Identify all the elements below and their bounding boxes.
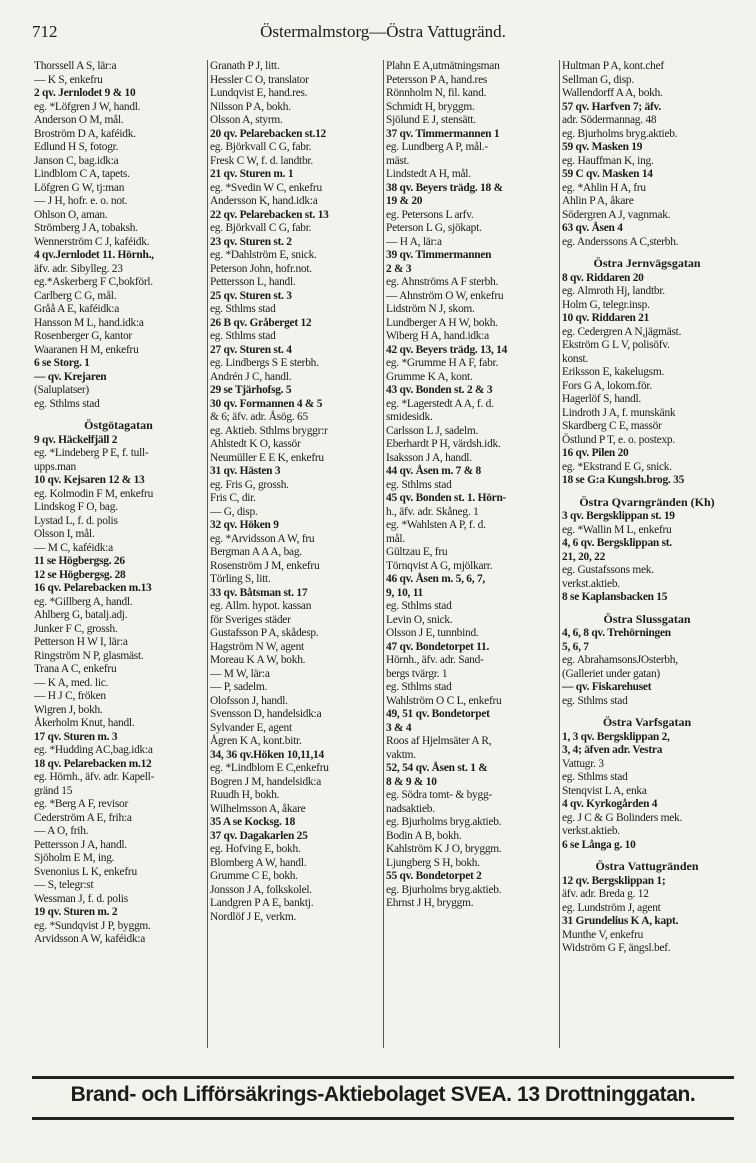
directory-entry: Lundberger A H W, bokh. [386,316,498,329]
directory-entry: & 6; äfv. adr. Åsög. 65 [210,411,308,423]
directory-entry: gränd 15 [34,784,73,797]
directory-entry: 8 qv. Riddaren 20 [562,271,644,284]
directory-entry: Wilhelmsson A, åkare [210,802,306,815]
directory-entry: Östgötagatan [84,418,153,432]
directory-entry: Östra Varfsgatan [602,715,692,729]
directory-entry: — G, disp. [210,505,258,518]
directory-entry: eg. *Dahlström E, snick. [210,249,317,261]
directory-entry: mäst. [386,154,410,167]
directory-entry: — H J C, fröken [34,690,106,702]
directory-entry: Sjölund E J, stensätt. [386,114,476,126]
directory-entry: Granath P J, litt. [210,60,280,72]
directory-entry: eg. Gustafssons mek. [562,564,654,576]
directory-entry: Edlund H S, fotogr. [34,141,119,153]
directory-entry: Lindskog F O, bag. [34,501,118,513]
directory-entry: eg. Sthlms stad [386,478,452,491]
directory-entry: Lundqvist E, hand.res. [210,87,308,99]
directory-entry: 30 qv. Formannen 4 & 5 [210,397,323,410]
directory-entry: eg. Björkvall C G, fabr. [210,141,312,153]
directory-entry: Södergren A J, vagnmak. [562,208,671,221]
directory-entry: 8 se Kaplansbacken 15 [562,591,668,603]
directory-entry: 55 qv. Bondetorpet 2 [386,870,482,882]
directory-entry: 4, 6, 8 qv. Trehörningen [562,627,671,639]
directory-entry: 44 qv. Åsen m. 7 & 8 [386,465,481,477]
directory-entry: Arvidsson A W, kaféidk:a [34,933,146,945]
directory-entry: Ljungberg S H, bokh. [386,856,480,869]
directory-entry: 43 qv. Bonden st. 2 & 3 [386,384,493,396]
directory-entry: 46 qv. Åsen m. 5, 6, 7, [386,573,485,585]
directory-entry: eg. Hauffman K, ing. [562,154,654,167]
directory-entry: eg. *Hudding AC,bag.idk:a [34,744,153,756]
directory-entry: Törnqvist A G, mjölkarr. [386,559,493,572]
directory-column-4 [560,60,736,1048]
directory-entry: Ågren K A, kont.bitr. [210,735,302,747]
directory-entry: eg. Bjurholms bryg.aktieb. [386,883,502,896]
directory-entry: Peterson John, hofr.not. [210,262,312,275]
directory-entry: 47 qv. Bondetorpet 11. [386,640,490,653]
directory-entry: 34, 36 qv.Höken 10,11,14 [210,748,324,761]
directory-entry: Broström D A, kaféidk. [34,127,136,140]
directory-entry: Wigren J, bokh. [34,703,103,716]
directory-entry: Hultman P A, kont.chef [562,60,664,72]
directory-entry: eg. Lundström J, agent [562,901,661,914]
directory-entry: Neumüller E E K, enkefru [210,451,324,464]
directory-entry: vaktm. [386,748,416,761]
directory-entry: 18 qv. Pelarebacken m.12 [34,757,152,770]
directory-entry: — H A, lär:a [386,235,442,248]
directory-entry: eg. Lundberg A P, mål.- [386,141,488,153]
directory-entry: — Ahnström O W, enkefru [386,289,504,302]
directory-entry: Törling S, litt. [210,573,271,585]
directory-entry: — A O, frih. [34,825,89,837]
directory-entry: 45 qv. Bonden st. 1. Hörn- [386,492,507,504]
directory-entry: äfv. adr. Breda g. 12 [562,888,649,900]
directory-entry: Lindstedt A H, mål. [386,168,471,180]
directory-entry: Carlberg C G, mål. [34,289,117,302]
directory-entry: Wiberg H A, hand.idk:a [386,330,489,342]
directory-entry: Isaksson J A, handl. [386,451,472,464]
directory-entry: Waaranen H M, enkefru [34,343,139,356]
directory-entry: Strömberg J A, tobaksh. [34,222,138,234]
directory-entry: 3 & 4 [386,721,412,734]
directory-entry: Ruudh H, bokh. [210,789,280,801]
directory-entry: Östra Qvarngränden (Kh) [579,494,715,509]
directory-entry: eg. Petersons L arfv. [386,208,474,221]
directory-entry: Östlund P T, e. o. postexp. [562,433,675,446]
directory-entry: eg. *Lindblom E C,enkefru [210,762,329,774]
directory-entry: — K S, enkefru [34,73,103,86]
directory-entry: konst. [562,352,589,365]
directory-entry: Bodin A B, bokh. [386,829,462,842]
directory-entry: 31 Grundelius K A, kapt. [562,915,679,927]
directory-entry: 52, 54 qv. Åsen st. 1 & [386,762,488,774]
directory-entry: Pettersson J A, handl. [34,838,127,851]
directory-entry: eg. Bjurholms bryg.aktieb. [562,127,678,140]
directory-entry: eg. *Löfgren J W, handl. [34,100,141,113]
directory-entry: Sellman G, disp. [562,73,634,86]
directory-entry: (Galleriet under gatan) [562,667,660,680]
directory-entry: Schmidt H, bryggm. [386,100,475,113]
directory-entry: eg. *Wahlsten A P, f. d. [386,519,486,531]
directory-entry: eg. Sthlms stad [562,771,628,783]
directory-entry: Roos af Hjelmsäter A R, [386,735,492,747]
directory-entry: eg. *Gillberg A, handl. [34,595,133,608]
directory-entry: Jonsson J A, folkskolel. [210,883,312,896]
directory-entry: 9, 10, 11 [386,586,423,599]
directory-entry: 2 & 3 [386,262,412,275]
directory-entry: Fresk C W, f. d. landtbr. [210,154,313,167]
directory-entry: Olsson J E, tunnbind. [386,627,479,639]
directory-entry: Widström G F, ängsl.bef. [562,942,671,954]
directory-entry: Wallendorff A A, bokh. [562,87,663,99]
directory-entry: Östra Vattugränden [595,859,699,873]
directory-entry [562,852,732,858]
directory-entry: eg. Lindbergs S E sterbh. [210,357,319,369]
directory-entry: Lystad L, f. d. polis [34,514,118,527]
directory-entry: Ringström N P, glasmäst. [34,649,144,662]
directory-entry: Ohlson O, aman. [34,208,108,221]
directory-entry: Landgren P A E, banktj. [210,897,314,909]
directory-entry: — P, sadelm. [210,681,268,693]
page-number: 712 [32,22,58,41]
directory-entry: 6 se Långa g. 10 [562,838,636,851]
directory-entry: eg. Almroth Hj, landtbr. [562,285,665,297]
directory-entry: Blomberg A W, handl. [210,856,307,869]
directory-entry: eg. Cedergren A N,jägmäst. [562,325,682,338]
page-header [32,16,734,50]
directory-entry: 49, 51 qv. Bondetorpet [386,708,490,720]
directory-entry: Bogren J M, handelsidk:a [210,775,322,788]
directory-entry: Skardberg C E, massör [562,420,662,432]
directory-entry: 1, 3 qv. Bergsklippan 2, [562,730,670,743]
directory-entry: Olofsson J, handl. [210,694,288,707]
directory-entry: 35 A se Kocksg. 18 [210,816,296,828]
directory-entry: eg. Södra tomt- & bygg- [386,789,492,801]
directory-entry: h., äfv. adr. Skåneg. 1 [386,505,479,518]
directory-entry: — K A, med. lic. [34,676,109,689]
directory-entry: 2 qv. Jernlodet 9 & 10 [34,87,136,99]
directory-columns [32,60,740,1060]
directory-entry: Eberhardt P H, värdsh.idk. [386,438,501,450]
directory-entry: 6 se Storg. 1 [34,357,90,369]
directory-entry: eg. *Arvidsson A W, fru [210,532,315,545]
directory-entry: eg. Sthlms stad [386,681,452,693]
directory-entry: Hagström N W, agent [210,640,304,653]
directory-entry: 26 B qv. Gråberget 12 [210,316,312,329]
directory-entry [562,488,732,494]
directory-entry: Munthe V, enkefru [562,928,644,941]
directory-entry: 22 qv. Pelarebacken st. 13 [210,208,329,221]
directory-entry: 33 qv. Båtsman st. 17 [210,586,308,599]
directory-entry: äfv. adr. Sibylleg. 23 [34,262,123,275]
directory-entry: Grumme C E, bokh. [210,870,298,882]
directory-entry: Wennerström C J, kaféidk. [34,235,150,248]
directory-entry: 8 & 9 & 10 [386,775,437,788]
directory-entry: 10 qv. Riddaren 21 [562,312,650,324]
advertisement-banner: Brand- och Lifförsäkrings-Aktiebolaget SVEA. 13 Drottninggatan. [70,1083,696,1106]
directory-entry: Svenonius L K, enkefru [34,865,137,878]
directory-entry: Hansson M L, hand.idk:a [34,316,144,329]
directory-entry: Svensson D, handelsidk:a [210,708,322,720]
directory-entry: 25 qv. Sturen st. 3 [210,289,292,302]
directory-entry: Junker F C, grossh. [34,622,118,635]
directory-entry: Olsson I, mål. [34,528,95,540]
footer-rule-top [32,1076,734,1079]
directory-entry: Stenqvist L A, enka [562,784,647,797]
directory-entry: Ehrnst J H, bryggm. [386,897,474,909]
directory-entry: Lindroth J A, f. munskänk [562,406,676,419]
directory-entry: Rosenström J M, enkefru [210,559,320,572]
directory-entry: Ahlstedt K O, kassör [210,438,301,450]
directory-entry: 32 qv. Höken 9 [210,519,279,531]
directory-entry: 19 & 20 [386,195,423,207]
directory-entry [562,249,732,255]
directory-entry: eg. Sthlms stad [210,330,276,342]
directory-entry: eg. Sthlms stad [210,303,276,315]
directory-entry: eg. Allm. hypot. kassan [210,600,312,612]
directory-entry: Ahlberg G, batalj.adj. [34,609,128,621]
directory-entry: upps.man [34,460,76,473]
directory-entry: eg. *Ahlin H A, fru [562,181,646,194]
directory-entry: eg. *Ekstrand E G, snick. [562,460,672,473]
directory-entry: Plahn E A,utmätningsman [386,60,500,72]
directory-entry: 3 qv. Bergsklippan st. 19 [562,510,675,522]
directory-entry: Holm G, telegr.insp. [562,298,650,311]
directory-entry: Wessman J, f. d. polis [34,892,128,905]
directory-entry: — J H, hofr. e. o. not. [34,195,128,207]
directory-entry: 17 qv. Sturen m. 3 [34,730,118,743]
directory-entry: eg. *Grumme H A F, fabr. [386,357,499,369]
directory-entry: Petterson H W I, lär:a [34,636,128,648]
directory-entry: Janson C, bag.idk:a [34,154,119,167]
directory-entry: eg. Sthlms stad [34,397,100,410]
directory-entry: 59 qv. Masken 19 [562,141,643,153]
directory-entry: Thorssell A S, lär:a [34,60,117,72]
directory-entry: 39 qv. Timmermannen [386,249,492,261]
directory-column-3 [384,60,560,1048]
directory-entry: Anderson O M, mål. [34,114,124,126]
directory-entry: eg. Bjurholms bryg.aktieb. [386,816,502,828]
directory-entry: eg. Sthlms stad [386,600,452,612]
directory-entry: mål. [386,532,405,545]
directory-entry: 10 qv. Kejsaren 12 & 13 [34,474,145,486]
directory-entry: 4 qv. Kyrkogården 4 [562,798,658,810]
directory-entry: eg. Björkvall C G, fabr. [210,222,312,234]
directory-entry: Moreau K A W, bokh. [210,654,306,666]
directory-entry: 9 qv. Häckelfjäll 2 [34,433,118,446]
directory-entry: eg. *Lagerstedt A A, f. d. [386,397,494,410]
directory-entry: Östra Jernvägsgatan [593,256,701,270]
directory-entry: Andersson K, hand.idk:a [210,195,318,207]
directory-entry: Sylvander E, agent [210,721,292,734]
directory-entry: Hörnh., äfv. adr. Sand- [386,654,484,666]
directory-entry: Nordlöf J E, verkm. [210,910,297,923]
directory-entry: 18 se G:a Kungsh.brog. 35 [562,474,685,486]
directory-entry: eg. Fris G, grossh. [210,478,289,491]
directory-entry: Hessler C O, translator [210,73,309,86]
directory-entry: 37 qv. Dagakarlen 25 [210,829,308,842]
directory-entry: eg. *Lindeberg P E, f. tull- [34,447,149,459]
directory-entry: Nilsson P A, bokh. [210,100,291,113]
directory-entry: Petersson P A, hand.res [386,73,488,86]
directory-entry: (Saluplatser) [34,384,89,396]
directory-entry: eg. J C & G Bolinders mek. [562,811,683,824]
directory-entry: Rönnholm N, fil. kand. [386,87,487,99]
directory-entry: Rosenberger G, kantor [34,330,132,342]
directory-entry: 42 qv. Beyers trädg. 13, 14 [386,343,508,356]
directory-entry: 31 qv. Hästen 3 [210,465,281,477]
directory-entry: Andrén J C, handl. [210,370,292,383]
directory-entry: Östra Slussgatan [603,611,691,626]
directory-entry: eg. Anderssons A C,sterbh. [562,235,679,248]
directory-entry: 3, 4; äfven adr. Vestra [562,744,663,756]
directory-entry: eg. *Sundqvist J P, byggm. [34,919,151,932]
directory-entry: 20 qv. Pelarebacken st.12 [210,127,326,140]
directory-entry: 19 qv. Sturen m. 2 [34,906,118,918]
directory-entry: Eriksson E, kakelugsm. [562,366,665,378]
directory-entry: eg. *Berg A F, revisor [34,798,128,810]
directory-entry: eg. Ahnströms A F sterbh. [386,276,499,288]
directory-entry: Gustafsson P A, skådesp. [210,627,319,639]
directory-column-1 [32,60,208,1048]
directory-entry: eg. Aktieb. Sthlms bryggr:r [210,424,328,437]
directory-entry: Wahlström O C L, enkefru [386,694,502,707]
directory-entry: verkst.aktieb. [562,825,620,837]
directory-entry: — S, telegr:st [34,879,94,891]
directory-entry: — qv. Krejaren [34,370,107,383]
directory-entry: eg. *Wallin M L, enkefru [562,523,672,536]
directory-column-2 [208,60,384,1048]
directory-entry: 4 qv.Jernlodet 11. Hörnh., [34,249,154,261]
footer-rule-bottom [32,1117,734,1120]
directory-entry: 21 qv. Sturen m. 1 [210,168,294,180]
directory-entry: Ahlin P A, åkare [562,195,634,207]
directory-entry: Löfgren G W, tj:man [34,181,125,194]
directory-entry: eg. AbrahamsonsJOsterbh, [562,654,678,666]
directory-entry: nadsaktieb. [386,802,435,815]
directory-entry: Fors G A, lokom.för. [562,379,652,392]
directory-entry [34,411,203,417]
directory-entry: 23 qv. Sturen st. 2 [210,235,292,248]
directory-entry: 57 qv. Harfven 7; äfv. [562,100,661,113]
directory-entry: eg. Sthlms stad [562,694,628,707]
directory-entry: Gültzau E, fru [386,546,448,558]
directory-entry: Carlsson L J, sadelm. [386,424,479,437]
directory-entry: Fris C, dir. [210,492,256,504]
directory-entry: 16 qv. Pelarebacken m.13 [34,582,152,594]
directory-entry: eg. Hörnh., äfv. adr. Kapell- [34,771,155,783]
directory-entry: Ekström G L V, polisöfv. [562,339,670,351]
directory-entry: Hagerlöf S, handl. [562,393,642,405]
directory-entry: 11 se Högbergsg. 26 [34,555,125,567]
running-title: Östermalmstorg—Östra Vattugränd. [260,22,506,41]
directory-entry: för Sveriges städer [210,613,291,626]
directory-entry: 63 qv. Åsen 4 [562,222,623,234]
directory-entry: Åkerholm Knut, handl. [34,717,135,729]
directory-entry: 27 qv. Sturen st. 4 [210,343,292,356]
directory-entry: eg. Kolmodin F M, enkefru [34,487,154,500]
directory-entry: 12 se Högbergsg. 28 [34,568,126,581]
directory-entry: Pettersson L, handl. [210,276,296,288]
directory-entry: Sjöholm E M, ing. [34,852,115,864]
directory-entry: — M W, lär:a [210,667,270,680]
directory-entry: 37 qv. Timmermannen 1 [386,127,500,140]
directory-entry: Trana A C, enkefru [34,663,117,675]
directory-entry: eg.*Askerberg F C,bokförl. [34,276,153,288]
directory-entry: 59 C qv. Masken 14 [562,168,653,180]
directory-entry: Cederström A E, frih:a [34,811,132,824]
directory-entry: 16 qv. Pilen 20 [562,447,629,459]
directory-entry: Levin O, snick. [386,613,453,626]
directory-entry: eg. *Svedin W C, enkefru [210,181,322,194]
directory-entry: 4, 6 qv. Bergsklippan st. [562,537,672,549]
directory-entry: 38 qv. Beyers trädg. 18 & [386,181,503,194]
directory-entry: 12 qv. Bergsklippan 1; [562,874,666,887]
directory-entry: — M C, kaféidk:a [34,541,113,554]
directory-entry: Olsson A, styrm. [210,114,283,126]
directory-entry: Lindblom C A, tapets. [34,168,130,180]
directory-entry: smidesidk. [386,411,433,423]
directory-entry: eg. Hofving E, bokh. [210,843,301,855]
directory-entry: — qv. Fiskarehuset [562,681,652,693]
directory-entry: Kahlström K J O, bryggm. [386,843,502,855]
directory-entry: 29 se Tjärhofsg. 5 [210,384,292,396]
directory-entry: bergs tvärgr. 1 [386,667,448,680]
directory-entry: 5, 6, 7 [562,640,589,653]
directory-entry: verkst.aktieb. [562,577,620,590]
directory-entry: Bergman A A A, bag. [210,546,302,558]
directory-entry: Peterson L G, sjökapt. [386,222,482,234]
directory-entry: Gråå A E, kaféidk:a [34,303,120,315]
directory-entry [562,605,732,611]
directory-entry: Grumme K A, kont. [386,370,473,383]
directory-entry: Vattugr. 3 [562,757,604,770]
directory-entry: 21, 20, 22 [562,550,606,563]
directory-entry: adr. Södermannag. 48 [562,114,657,126]
directory-entry: Lidström N J, skom. [386,303,475,315]
directory-entry [562,708,732,714]
